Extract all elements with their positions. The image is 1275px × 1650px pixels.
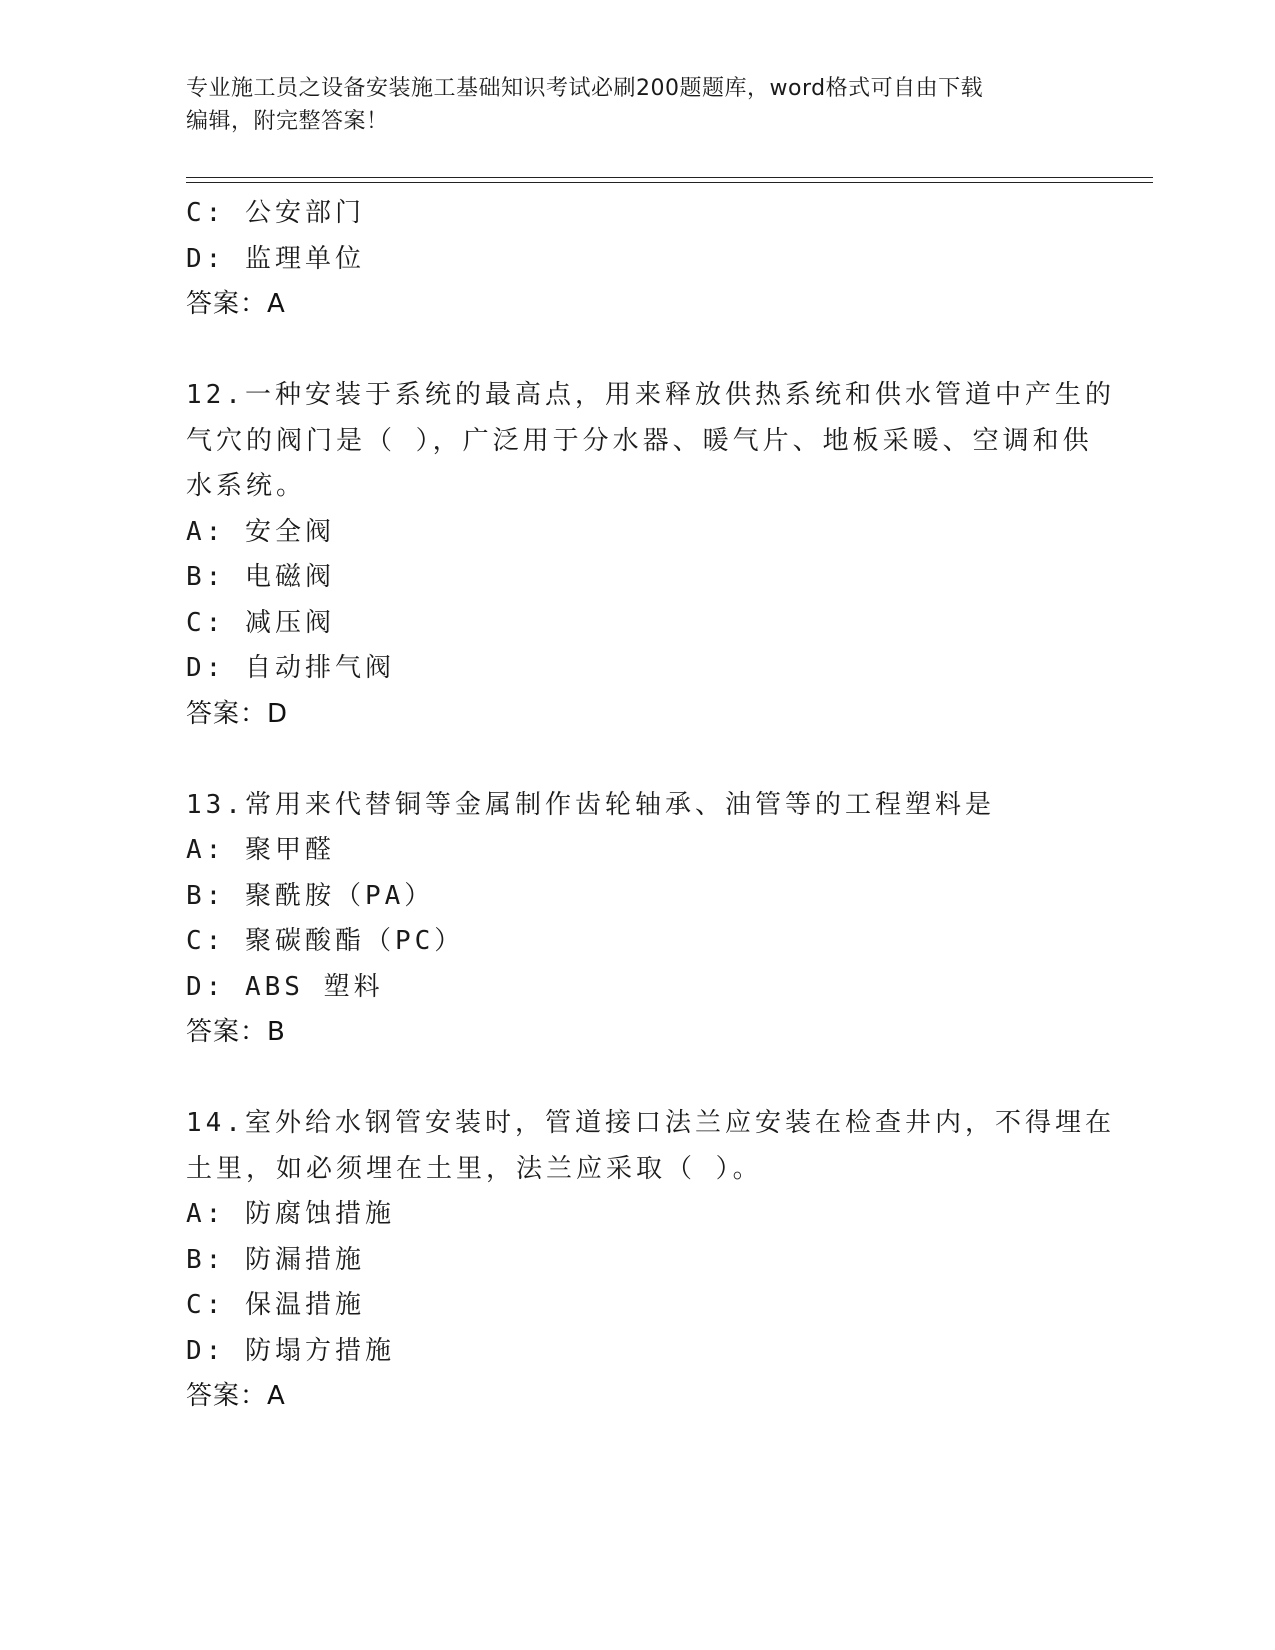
option-a: A: 聚甲醛 [186, 835, 335, 865]
option-d: D: ABS 塑料 [186, 971, 384, 1002]
option-c: C: 减压阀 [186, 607, 335, 638]
question-stem [186, 783, 1086, 829]
header-line-1: 专业施工员之设备安装施工基础知识考试必刷200题题库，word格式可自由下载 [186, 76, 984, 101]
option-a: A: 防腐蚀措施 [186, 1199, 395, 1229]
answer-line: 答案：A [186, 1381, 286, 1411]
header-divider-bottom [186, 182, 1153, 183]
answer-line: 答案：B [186, 1017, 286, 1047]
answer-line: 答案：A [186, 289, 286, 319]
document-header [186, 72, 1076, 138]
question-12 [186, 373, 1115, 737]
previous-question-tail [186, 191, 1086, 328]
option-b: B: 聚酰胺（PA） [186, 880, 435, 911]
question-list [186, 191, 1115, 1420]
option-b: B: 防漏措施 [186, 1244, 365, 1275]
spacer [186, 737, 1086, 783]
stem-line: 12.一种安装于系统的最高点，用来释放供热系统和供水管道中产生的 [186, 380, 1115, 410]
question-13 [186, 783, 1086, 1056]
question-stem [186, 373, 1115, 510]
spacer [186, 1056, 1086, 1102]
header-divider-top [186, 177, 1153, 178]
option-b: B: 电磁阀 [186, 562, 335, 592]
option-c: C: 聚碳酸酯（PC） [186, 926, 465, 956]
question-stem [186, 1101, 1115, 1192]
spacer [186, 328, 1086, 374]
option-d: D: 自动排气阀 [186, 653, 395, 683]
option-d: D: 防塌方措施 [186, 1335, 395, 1366]
option-c: C: 保温措施 [186, 1290, 365, 1320]
stem-line: 13.常用来代替铜等金属制作齿轮轴承、油管等的工程塑料是 [186, 789, 995, 820]
stem-line: 气穴的阀门是（ ），广泛用于分水器、暖气片、地板采暖、空调和供 [186, 425, 1093, 456]
stem-line: 水系统。 [186, 471, 307, 501]
option-d: D: 监理单位 [186, 243, 365, 274]
stem-line: 土里，如必须埋在土里，法兰应采取（ ）。 [186, 1153, 763, 1184]
option-a: A: 安全阀 [186, 516, 335, 547]
question-14 [186, 1101, 1115, 1420]
option-c: C: 公安部门 [186, 198, 365, 228]
answer-line: 答案：D [186, 698, 289, 729]
header-line-2: 编辑，附完整答案！ [186, 109, 389, 134]
stem-line: 14.室外给水钢管安装时，管道接口法兰应安装在检查井内，不得埋在 [186, 1108, 1115, 1138]
